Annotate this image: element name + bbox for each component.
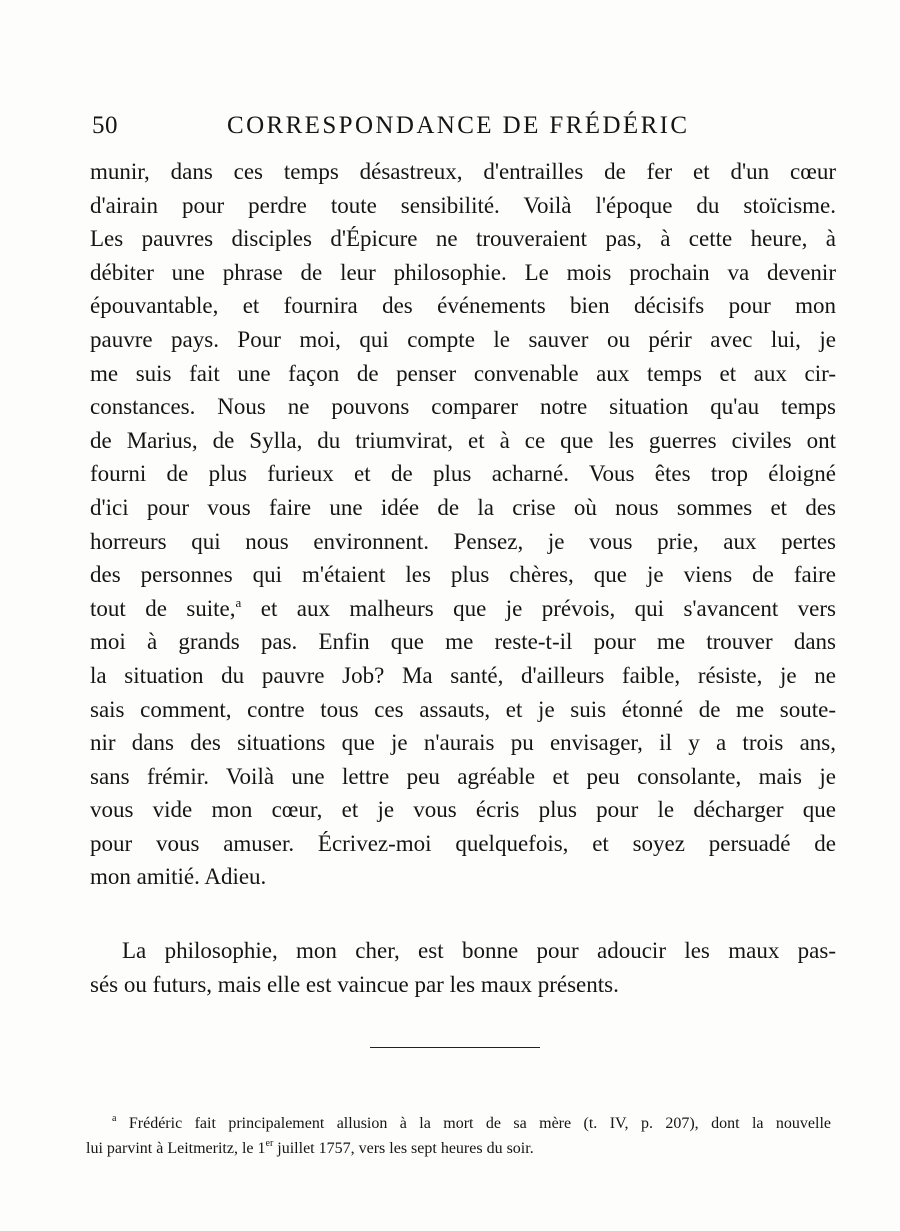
page-number: 50 xyxy=(92,112,118,139)
footnote-marker: a xyxy=(112,1113,117,1124)
text-line: la situation du pauvre Job? Ma santé, d'ailleurs faible, résiste, je ne xyxy=(90,662,836,688)
footnote-marker: a xyxy=(235,594,242,610)
text-segment: tout de suite, xyxy=(90,595,236,621)
section-divider xyxy=(370,1047,540,1048)
running-head xyxy=(92,112,837,148)
footnote xyxy=(86,1111,831,1161)
ordinal-suffix: er xyxy=(265,1138,274,1149)
text-line: des personnes qui m'étaient les plus chères, que je viens de faire xyxy=(90,562,836,588)
text-line: nir dans des situations que je n'aurais pu envisager, il y a trois ans, xyxy=(90,730,836,756)
text-line: épouvantable, et fournira des événements bien décisifs pour mon xyxy=(90,293,836,319)
text-line: de Marius, de Sylla, du triumvirat, et à ce que les guerres civiles ont xyxy=(90,427,836,453)
text-segment: et aux malheurs que je prévois, qui s'avancent vers xyxy=(260,595,836,621)
text-line: vous vide mon cœur, et je vous écris plus pour le décharger que xyxy=(90,797,836,823)
footnote-text: juillet 1757, vers les sept heures du soir. xyxy=(273,1140,534,1157)
letter-body xyxy=(90,155,836,894)
text-line: constances. Nous ne pouvons comparer notre situation qu'au temps xyxy=(90,394,836,420)
footnote-text: lui parvint à Leitmeritz, le 1 xyxy=(86,1140,266,1157)
text-line: mon amitié. Adieu. xyxy=(90,864,267,890)
text-line: fourni de plus furieux et de plus acharné. Vous êtes trop éloigné xyxy=(90,461,836,487)
text-line: me suis fait une façon de penser convenable aux temps et aux cir- xyxy=(90,360,836,386)
text-line: débiter une phrase de leur philosophie. Le mois prochain va devenir xyxy=(90,259,836,285)
text-line: horreurs qui nous environnent. Pensez, je vous prie, aux pertes xyxy=(90,528,836,554)
footnote-line xyxy=(86,1136,831,1161)
text-line: sés ou futurs, mais elle est vaincue par les maux présents. xyxy=(90,971,619,997)
footnote-text: Frédéric fait principalement allusion à la mort de sa mère (t. IV, p. 207), dont la nouvelle xyxy=(128,1115,832,1132)
page-title: CORRESPONDANCE DE FRÉDÉRIC xyxy=(227,112,690,139)
text-line-with-footnote xyxy=(90,592,836,626)
text-line: d'airain pour perdre toute sensibilité. Voilà l'époque du stoïcisme. xyxy=(90,192,836,218)
text-line: pour vous amuser. Écrivez-moi quelquefois, et soyez persuadé de xyxy=(90,830,836,856)
text-line: munir, dans ces temps désastreux, d'entrailles de fer et d'un cœur xyxy=(90,159,836,184)
text-line: pauvre pays. Pour moi, qui compte le sauver ou périr avec lui, je xyxy=(90,326,836,352)
text-line: Les pauvres disciples d'Épicure ne trouveraient pas, à cette heure, à xyxy=(90,226,836,252)
text-line: d'ici pour vous faire une idée de la crise où nous sommes et des xyxy=(90,494,836,520)
text-line: La philosophie, mon cher, est bonne pour adoucir les maux pas- xyxy=(122,938,836,963)
postscript xyxy=(90,934,836,1001)
text-line: sais comment, contre tous ces assauts, et je suis étonné de me soute- xyxy=(90,696,836,722)
footnote-line xyxy=(86,1111,831,1136)
text-line: moi à grands pas. Enfin que me reste-t-il pour me trouver dans xyxy=(90,629,836,655)
text-line: sans frémir. Voilà une lettre peu agréable et peu consolante, mais je xyxy=(90,763,836,789)
